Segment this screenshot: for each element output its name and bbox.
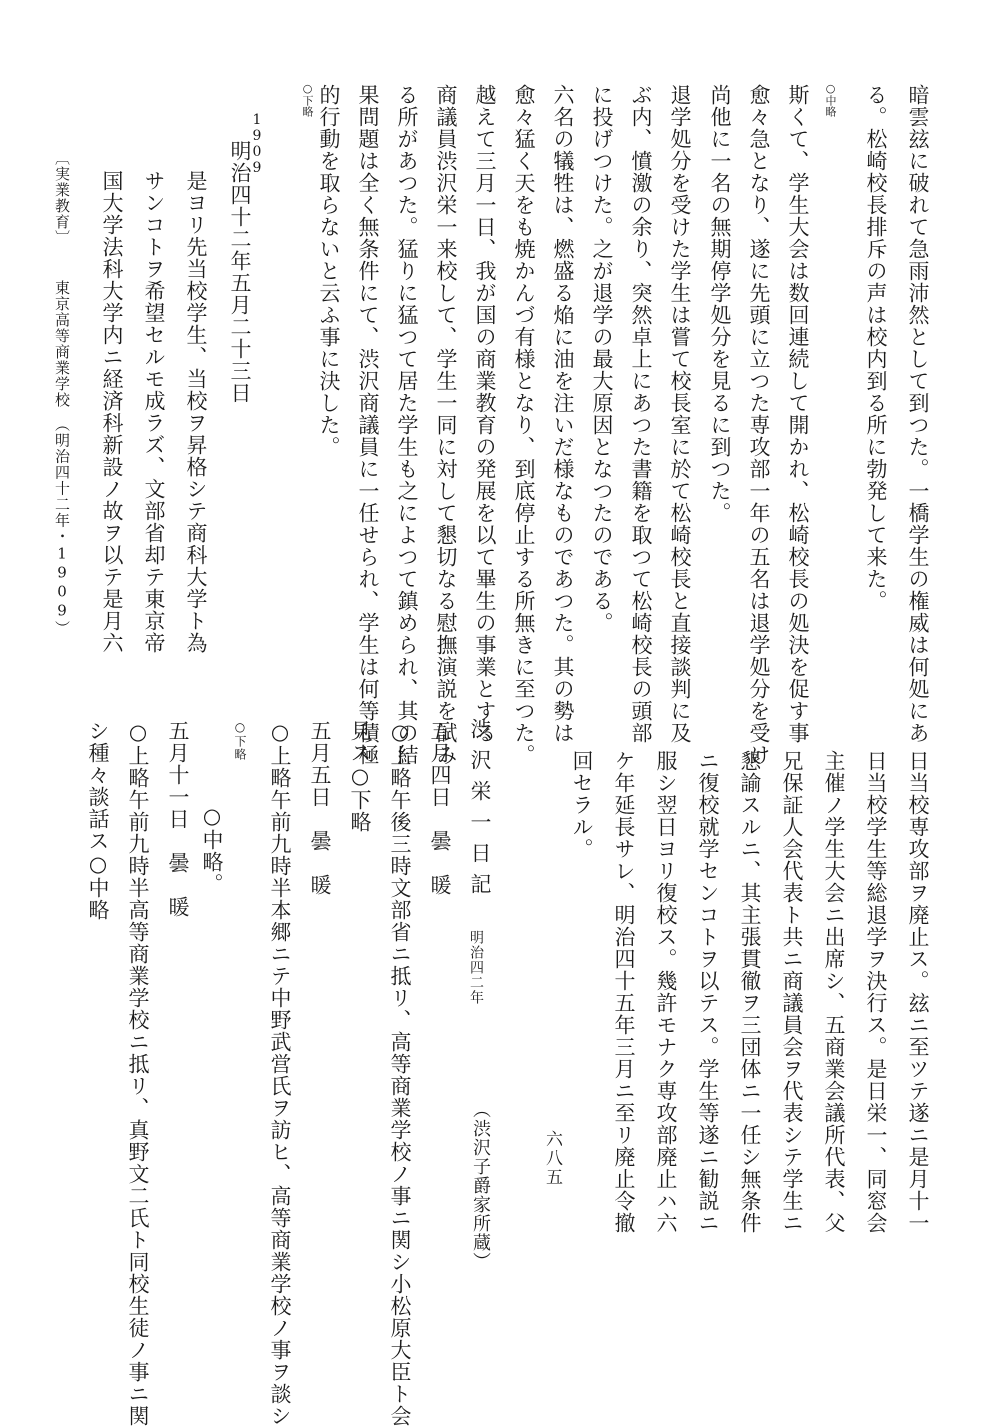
text-line: 是ヨリ先当校学生、当校ヲ昇格シテ商科大学ト為 — [184, 170, 208, 654]
text-line: 越えて三月一日、我が国の商業教育の発展を以て畢生の事業とする — [473, 84, 497, 744]
text-line: 愈々猛く天をも焼かんづ有様となり、到底停止する所無きに至つた。 — [512, 84, 536, 766]
text-line: 服シ翌日ヨリ復校ス。幾許モナク専攻部廃止ハ六 — [654, 750, 678, 1234]
text-line: サンコトヲ希望セルモ成ラズ、文部省却テ東京帝 — [142, 170, 166, 654]
diary-entry: シ種々談話ス○中略 — [86, 720, 110, 921]
text-line: 尚他に一名の無期停学処分を見るに到つた。 — [708, 84, 732, 524]
text-line: 斯くて、学生大会は数回連続して開かれ、松崎校長の処決を促す事 — [786, 84, 810, 744]
diary-entry: 五月十一日 曇 暖 — [166, 720, 190, 918]
text-line: 的行動を取らないと云ふ事に決した。 — [317, 84, 341, 458]
source-detail: 東京高等商業学校 （明治四十二年・1909） — [53, 280, 71, 637]
diary-entry: ○下略 — [233, 720, 247, 761]
text-line: 商議員渋沢栄一来校して、学生一同に対して懇切なる慰撫演説を試み — [434, 84, 458, 766]
diary-entry: ○上略午後三時文部省ニ抵リ、高等商業学校ノ事ニ関シ小松原大臣ト会 — [388, 720, 412, 1427]
text-line: ケ年延長サレ、明治四十五年三月ニ至リ廃止令撤 — [612, 750, 636, 1234]
text-line: 日当校学生等総退学ヲ決行ス。是日栄一、同窓会 — [864, 750, 888, 1234]
diary-entry: ○中略。 — [200, 760, 224, 895]
text-line: 懇諭スルニ、其主張貫徹ヲ三団体ニ一任シ無条件 — [738, 750, 762, 1234]
omission-note: ○中略 — [824, 82, 837, 117]
page-number: 六八五 — [542, 1130, 562, 1187]
text-line: 六名の犠牲は、燃盛る焔に油を注いだ様なものであつた。其の勢は — [551, 84, 575, 744]
text-line: 愈々急となり、遂に先頭に立つた専攻部一年の五名は退学処分を受け — [747, 84, 771, 766]
diary-owner: （渋沢子爵家所蔵） — [470, 1100, 491, 1271]
text-line: に投げつけた。之が退学の最大原因となつたのである。 — [590, 84, 614, 634]
diary-year: 明治四二年 — [468, 930, 484, 1005]
text-line: 退学処分を受けた学生は嘗て校長室に於て松崎校長と直接談判に及 — [668, 84, 692, 744]
text-line: ぶ内、憤激の余り、突然卓上にあつた書籍を取つて松崎校長の頭部 — [629, 84, 653, 744]
text-line: 回セラル。 — [570, 750, 594, 860]
text-line: 日当校専攻部ヲ廃止ス。玆ニ至ツテ遂ニ是月十一 — [906, 750, 930, 1234]
diary-entry: 五月五日 曇 暖 — [308, 720, 332, 896]
diary-title: 渋沢栄一日記 — [468, 718, 492, 904]
diary-entry: 五月四日 曇 暖 — [428, 720, 452, 896]
diary-entry: ○上略午前九時半高等商業学校ニ抵リ、真野文二氏ト同校生徒ノ事ニ関 — [126, 720, 150, 1427]
diary-entry: ○上略午前九時半本郷ニテ中野武営氏ヲ訪ヒ、高等商業学校ノ事ヲ談シ — [268, 720, 292, 1427]
text-line: る。松崎校長排斥の声は校内到る所に勃発して来た。 — [864, 84, 888, 612]
date-heading: 明治四十二年五月二十三日 — [228, 140, 252, 404]
text-line: ニ復校就学センコトヲ以テス。学生等遂ニ勧説ニ — [696, 750, 720, 1234]
text-line: 主催ノ学生大会ニ出席シ、五商業会議所代表、父 — [822, 750, 846, 1234]
year-number: 1909 — [249, 112, 265, 176]
text-line: 兄保証人会代表ト共ニ商議員会ヲ代表シテ学生ニ — [780, 750, 804, 1234]
text-line: 国大学法科大学内ニ経済科新設ノ故ヲ以テ是月六 — [100, 170, 124, 654]
text-line: 暗雲玆に破れて急雨沛然として到つた。一橋学生の権威は何処にあ — [906, 84, 930, 744]
text-line: る所があつた。猛りに猛つて居た学生も之によつて鎮められ、其の結 — [395, 84, 419, 766]
text-line: 果問題は全く無条件にて、渋沢商議員に一任せられ、学生は何等積極 — [356, 84, 380, 766]
source-label: 〔実業教育〕 — [53, 150, 71, 246]
omission-note: ○下略 — [301, 82, 314, 117]
diary-entry: 見ス○下略 — [348, 720, 372, 833]
